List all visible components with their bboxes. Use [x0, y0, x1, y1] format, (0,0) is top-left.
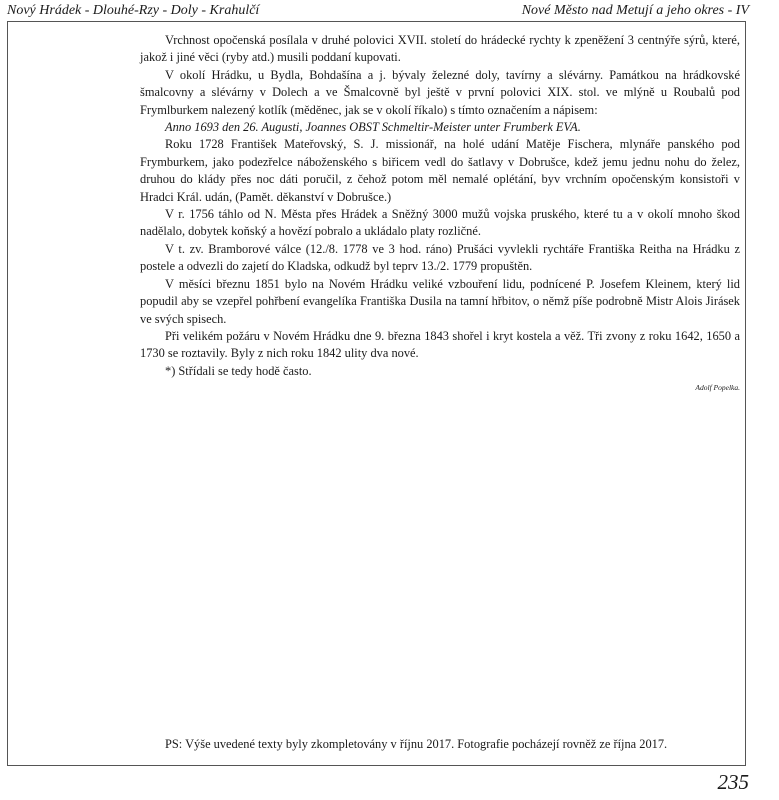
- postscript-note: PS: Výše uvedené texty byly zkompletovány v říjnu 2017. Fotografie pocházejí rovněž ze října 2017.: [165, 737, 668, 751]
- paragraph: V t. zv. Bramborové válce (12./8. 1778 ve 3 hod. ráno) Prušáci vyvlekli rychtáře Františka Reitha na Hrádku z postele a odvezli do zajetí do Kladska, odkudž byl teprv 13./2. 1779 propuštěn.: [140, 241, 740, 274]
- paragraph: Při velikém požáru v Novém Hrádku dne 9. března 1843 shořel i kryt kostela a věž. Tři zvony z roku 1642, 1650 a 1730 se roztavily. Byly z nich roku 1842 ulity dva nové.: [140, 328, 740, 361]
- paragraph: V r. 1756 táhlo od N. Města přes Hrádek a Sněžný 3000 mužů vojska pruského, které tu a v okolí mnoho škod nadělalo, dobytek koňský a hovězí pobralo a ukládalo platy rozličné.: [140, 207, 740, 239]
- paragraph: V okolí Hrádku, u Bydla, Bohdašína a j. bývaly železné doly, tavírny a slévárny. Památkou na hrádkovské šmalcovny a slévárny v Dolech a ve Šmalcovně byl ještě v první polovici XIX. stol. ve mlýně u Roubalů pod Frymlburkem nalezený kotlík (měděnec, jak se v okolí říkalo) s tímto označením a nápisem:: [140, 67, 740, 117]
- paragraph: Vrchnost opočenská posílala v druhé polovici XVII. století do hrádecké rychty k zpeněžení 3 centnýře sýrů, které, jakož i jiné věci (ryby atd.) musili poddaní kupovati.: [140, 33, 740, 65]
- footnote: *) Střídali se tedy hodě často.: [165, 363, 312, 378]
- paragraph: Roku 1728 František Mateřovský, S. J. missionář, na holé udání Matěje Fischera, mlynáře panského pod Frymburkem, jako podezřelce náboženského s biřicem vedl do šatlavy v Dobrušce, kdež jemu jednu nohu do želez, druhou do klády přes noc dáti poručil, z čehož potom měl nemalé oplétání, byv vrchním opočenským konsistoři v Hradci Král. udán, (Pamět. děkanství v Dobrušce.): [140, 137, 740, 204]
- running-header-left: Nový Hrádek - Dlouhé-Rzy - Doly - Krahulčí: [7, 3, 260, 18]
- author-signature: Adolf Popelka.: [695, 383, 740, 393]
- page-number: 235: [717, 770, 749, 794]
- running-header-right: Nové Město nad Metují a jeho okres - IV: [521, 3, 749, 18]
- article-body: [140, 32, 740, 393]
- paragraph: V měsíci březnu 1851 bylo na Novém Hrádku veliké vzbouření lidu, podnícené P. Josefem Kleinem, který lid popudil aby se vzepřel pohřbení evangelíka Františka Dusila na tamní hřbitov, o němž píše podrobně Mistr Alois Jirásek ve svých spisech.: [140, 276, 740, 326]
- inscription-quote: Anno 1693 den 26. Augusti, Joannes OBST Schmeltir-Meister unter Frumberk EVA.: [165, 120, 581, 135]
